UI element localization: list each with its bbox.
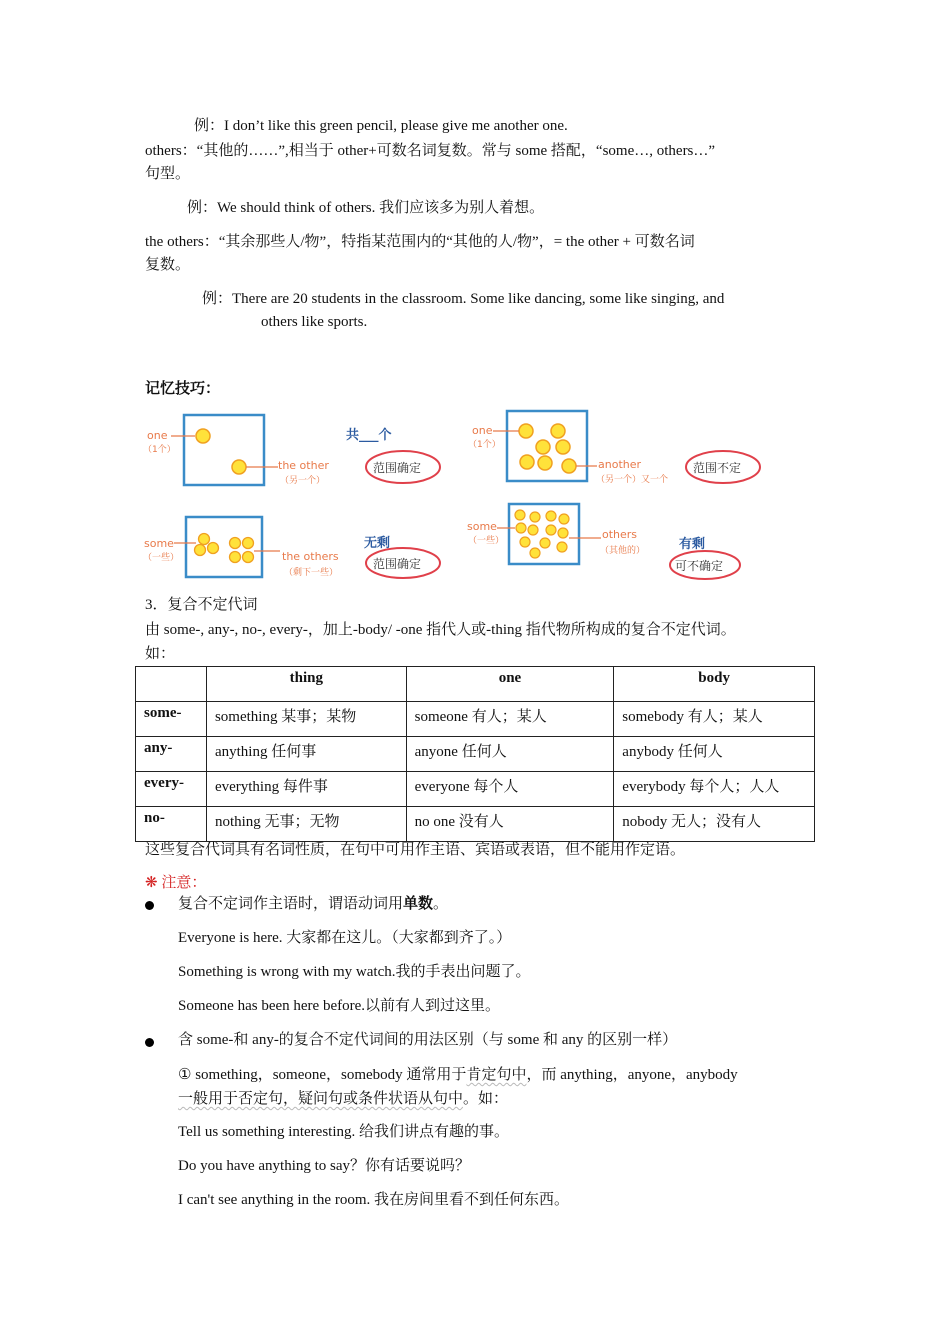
dot	[530, 512, 540, 522]
dot	[516, 523, 526, 533]
dot	[528, 525, 538, 535]
point-1-highlight-2: 一般用于否定句，疑问句或条件状语从句中	[178, 1091, 464, 1107]
dot	[196, 429, 210, 443]
table-cell: no one 没有人	[406, 807, 614, 842]
label-none-left: 无剩	[364, 536, 391, 551]
dot	[232, 460, 246, 474]
oval-text: 范围确定	[373, 461, 422, 475]
attention-title: ❋ 注意：	[145, 875, 207, 891]
dot	[243, 538, 254, 549]
label-some-left: 有剩	[679, 537, 706, 552]
row-head: no-	[136, 807, 207, 842]
label-the-others-sub: （剩下一些）	[284, 568, 339, 578]
label-the-others: the others	[282, 550, 339, 563]
point-1-cont	[178, 1087, 807, 1111]
others-definition: others：“其他的……”,相当于 other+可数名词复数。常与 some 搭配，“some…, others…”	[145, 143, 716, 159]
label-the-other: the other	[278, 459, 329, 472]
label-some-sub: （一些）	[143, 553, 180, 563]
label-another-sub: （另一个）又一个	[596, 475, 669, 485]
table-cell: anything 任何事	[206, 737, 406, 772]
bullet-icon	[143, 896, 157, 910]
label-one-sub: （1个）	[143, 445, 176, 455]
dot	[230, 538, 241, 549]
row-head: any-	[136, 737, 207, 772]
table-row	[136, 807, 815, 842]
dot	[562, 459, 576, 473]
diagram-some-the-others	[140, 505, 455, 587]
label-some: some	[144, 537, 174, 550]
table-cell: something 某事；某物	[206, 702, 406, 737]
table-cell: somebody 有人；某人	[614, 702, 815, 737]
others-definition-cont: 句型。	[145, 166, 191, 182]
label-others: others	[602, 528, 638, 541]
dot	[546, 511, 556, 521]
oval-text: 可不确定	[675, 559, 724, 573]
oval-text: 范围确定	[373, 557, 422, 571]
table-cell: nothing 无事；无物	[206, 807, 406, 842]
the-others-definition: the others：“其余那些人/物”，特指某范围内的“其他的人/物”，= the other + 可数名词	[145, 234, 695, 250]
label-some-sub: （一些）	[468, 536, 505, 546]
dot	[530, 548, 540, 558]
table-cell: everyone 每个人	[406, 772, 614, 807]
example-3: Someone has been here before.以前有人到过这里。	[178, 998, 501, 1014]
bullet-1-text: 复合不定词作主语时，谓语动词用	[178, 896, 404, 912]
table-cell: anybody 任何人	[614, 737, 815, 772]
table-cell: everybody 每个人；人人	[614, 772, 815, 807]
section-3-description-cont: 如：	[145, 646, 176, 662]
example-another: 例：I don’t like this green pencil, please give me another one.	[194, 118, 568, 134]
table-row	[136, 772, 815, 807]
point-1-text: ① something，someone，somebody 通常用于	[178, 1067, 467, 1083]
dot	[536, 440, 550, 454]
bullet-1	[178, 891, 807, 916]
label-one: one	[472, 424, 493, 437]
table-row	[136, 702, 815, 737]
bullet-1-end: 。	[433, 896, 449, 912]
dot	[556, 440, 570, 454]
example-2: Something is wrong with my watch.我的手表出问题了。	[178, 964, 531, 980]
range-box	[184, 415, 264, 485]
dot	[243, 552, 254, 563]
point-1-highlight: 肯定句中	[466, 1067, 527, 1083]
the-others-definition-cont: 复数。	[145, 257, 191, 273]
example-others: 例：We should think of others. 我们应该多为别人着想。	[187, 200, 545, 216]
dot	[230, 552, 241, 563]
point-1-text-cont: ，而 anything，anyone，anybody	[526, 1067, 738, 1083]
label-total: 共___个	[346, 428, 392, 443]
oval-text: 范围不定	[693, 461, 742, 475]
label-others-sub: （其他的）	[600, 546, 646, 556]
dot	[551, 424, 565, 438]
dot	[546, 525, 556, 535]
header-cell	[136, 667, 207, 702]
diagram-one-another	[465, 405, 775, 497]
example-1: Everyone is here. 大家都在这儿。（大家都到齐了。）	[178, 930, 512, 946]
example-6: I can't see anything in the room. 我在房间里看不到任何东西。	[178, 1192, 569, 1208]
row-head: every-	[136, 772, 207, 807]
section-3-title: 3．复合不定代词	[145, 597, 258, 613]
table-cell: anyone 任何人	[406, 737, 614, 772]
bullet-1-emphasis: 单数	[403, 894, 434, 912]
dot	[557, 542, 567, 552]
table-cell: someone 有人；某人	[406, 702, 614, 737]
section-3-description: 由 some-, any-, no-, every-，加上-body/ -one 指代人或-thing 指代物所构成的复合不定代词。	[145, 622, 736, 638]
label-one-sub: （1个）	[468, 440, 501, 450]
table-cell: everything 每件事	[206, 772, 406, 807]
memory-tips-title: 记忆技巧：	[145, 379, 221, 397]
dot	[520, 537, 530, 547]
dot	[208, 543, 219, 554]
dot	[515, 510, 525, 520]
label-the-other-sub: （另一个）	[280, 476, 326, 486]
header-cell: one	[406, 667, 614, 702]
table-row	[136, 737, 815, 772]
header-cell: thing	[206, 667, 406, 702]
point-1	[178, 1063, 807, 1087]
table-header-row	[136, 667, 815, 702]
dot	[558, 528, 568, 538]
dot	[195, 545, 206, 556]
point-1-end: 。如：	[463, 1091, 509, 1107]
label-one: one	[147, 429, 168, 442]
diagram-some-others	[465, 500, 775, 587]
label-another: another	[598, 458, 642, 471]
dot	[559, 514, 569, 524]
dot	[538, 456, 552, 470]
example-5: Do you have anything to say？你有话要说吗？	[178, 1158, 471, 1174]
example-the-others-cont: others like sports.	[261, 314, 368, 330]
dot	[520, 455, 534, 469]
example-4: Tell us something interesting. 给我们讲点有趣的事。	[178, 1124, 510, 1140]
row-head: some-	[136, 702, 207, 737]
bullet-2: 含 some-和 any-的复合不定代词间的用法区别（与 some 和 any 的区别一样）	[178, 1032, 678, 1048]
diagram-one-the-other	[140, 405, 455, 497]
dot	[519, 424, 533, 438]
compound-pronoun-table	[135, 666, 815, 842]
dot	[199, 534, 210, 545]
example-the-others: 例：There are 20 students in the classroom. Some like dancing, some like singing, and	[202, 291, 725, 307]
header-cell: body	[614, 667, 815, 702]
usage-note: 这些复合代词具有名词性质，在句中可用作主语、宾语或表语，但不能用作定语。	[145, 842, 686, 858]
dot	[540, 538, 550, 548]
table-cell: nobody 无人；没有人	[614, 807, 815, 842]
label-some: some	[467, 520, 497, 533]
bullet-icon	[143, 1033, 157, 1047]
